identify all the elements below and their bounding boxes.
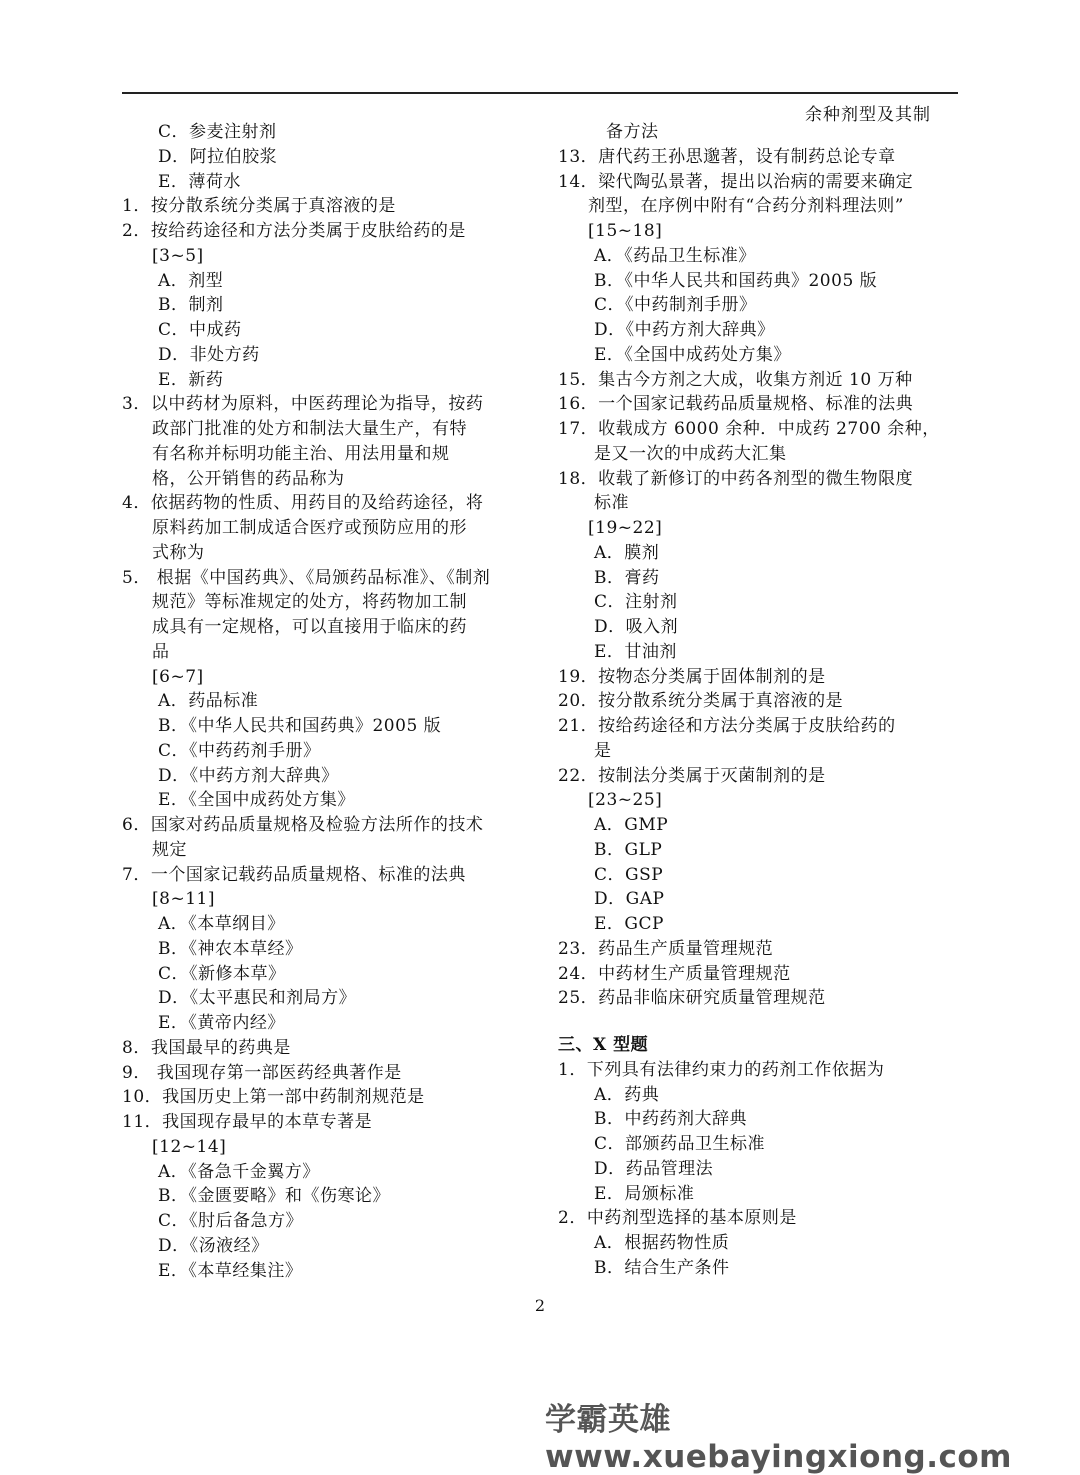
text-line: B．《神农本草经》 [158,938,303,959]
text-line: 21．按给药途径和方法分类属于皮肤给药的 [558,716,896,736]
text-line: A．《药品卫生标准》 [594,245,756,266]
text-line: B．膏药 [594,567,660,588]
text-line: 规范》等标准规定的处方，将药物加工制 [152,592,467,613]
right-column [558,120,958,1281]
text-line: 24．中药材生产质量管理规范 [558,963,791,984]
text-line: [6~7] [152,666,204,687]
text-line: 剂型，在序例中附有“合药分剂料理法则” [588,196,904,217]
text-line: E．薄荷水 [158,171,241,192]
text-line: B．GLP [594,839,663,860]
text-line: D．阿拉伯胶浆 [158,146,278,167]
text-line: 15．集古今方剂之大成，收集方剂近 10 万种 [558,369,913,390]
text-line: 2．按给药途径和方法分类属于皮肤给药的是 [122,221,466,241]
text-line: 1．下列具有法律约束力的药剂工作依据为 [558,1059,885,1080]
text-line: C．部颁药品卫生标准 [594,1134,766,1154]
text-line: A．膜剂 [594,542,660,563]
text-line: 有名称并标明功能主治、用法用量和规 [152,443,450,464]
text-line: 25．药品非临床研究质量管理规范 [558,988,826,1009]
text-line: A．药品标准 [158,691,259,712]
page-number: 2 [534,1296,546,1315]
running-header: 余种剂型及其制 [805,105,931,125]
text-line: 17．收载成方 6000 余种．中成药 2700 余种， [558,419,940,439]
text-line: E．新药 [158,369,224,390]
text-line: 16．一个国家记载药品质量规格、标准的法典 [558,394,914,415]
text-line: E．《黄帝内经》 [158,1013,285,1033]
text-line: D．《太平惠民和剂局方》 [158,988,357,1009]
text-line: B．《中华人民共和国药典》2005 版 [594,270,878,291]
text-line: 20．按分散系统分类属于真溶液的是 [558,691,844,712]
text-line: B．中药药剂大辞典 [594,1109,747,1130]
text-line: 品 [152,641,170,662]
text-line: D．药品管理法 [594,1158,714,1179]
text-line: A．剂型 [158,270,224,291]
text-line: 13．唐代药王孙思邈著，设有制药总论专章 [558,146,896,167]
text-line: 9． 我国现存第一部医药经典著作是 [122,1062,402,1083]
text-line: 标准 [594,493,629,514]
text-line: 3．以中药材为原料，中医药理论为指导，按药 [122,394,484,415]
text-line: 格，公开销售的药品称为 [152,468,345,489]
watermark: 学霸英雄 www.xuebayingxiong.com [545,1402,1012,1475]
text-line: B．结合生产条件 [594,1257,730,1278]
text-line: D．《中药方剂大辞典》 [594,320,775,340]
text-line: B．制剂 [158,295,224,316]
text-line: 式称为 [152,542,205,563]
text-line: 成具有一定规格，可以直接用于临床的药 [152,617,467,637]
text-line: D．非处方药 [158,344,260,365]
left-column [122,120,532,1283]
text-line: 2．中药剂型选择的基本原则是 [558,1208,797,1229]
text-line: [15~18] [588,221,663,241]
text-line: C．《新修本草》 [158,963,286,984]
text-line: C．《中药制剂手册》 [594,295,757,316]
text-line: 是又一次的中成药大汇集 [594,443,787,464]
text-line: 原料药加工制成适合医疗或预防应用的形 [152,518,467,538]
text-line: E．《全国中成药处方集》 [594,344,791,365]
text-line: C．参麦注射剂 [158,122,277,142]
header-rule [122,92,958,94]
text-line: [19~22] [588,518,663,538]
text-line: D．GAP [594,889,665,910]
text-line: 14．梁代陶弘景著，提出以治病的需要来确定 [558,171,914,192]
text-line: E．《本草经集注》 [158,1260,303,1281]
text-line: C．中成药 [158,320,242,340]
text-line: E．GCP [594,914,664,934]
text-line: A．根据药物性质 [594,1233,730,1253]
text-line: [3~5] [152,245,204,266]
text-line: 三、X 型题 [558,1035,649,1055]
text-line: D．《汤液经》 [158,1235,269,1256]
text-line: [23~25] [588,790,663,811]
text-line: [8~11] [152,889,215,910]
text-line: 8．我国最早的药典是 [122,1037,291,1058]
text-line: 4．依据药物的性质、用药目的及给药途径，将 [122,493,484,514]
text-line: 19．按物态分类属于固体制剂的是 [558,666,826,687]
text-line: D．吸入剂 [594,617,679,637]
text-line: C．《中药药剂手册》 [158,740,321,761]
text-line: 18．收载了新修订的中药各剂型的微生物限度 [558,468,914,489]
text-line: A．药典 [594,1084,660,1105]
text-line: 23．药品生产质量管理规范 [558,938,774,959]
text-line: B．《中华人民共和国药典》2005 版 [158,716,442,736]
text-line: B．《金匮要略》和《伤寒论》 [158,1186,390,1207]
text-line: 备方法 [606,122,659,142]
text-line: A．《本草纲目》 [158,914,285,934]
text-line: 6．国家对药品质量规格及检验方法所作的技术 [122,815,484,835]
text-line: A．《备急千金翼方》 [158,1161,320,1182]
text-line: C．GSP [594,864,664,885]
text-line: 规定 [152,839,187,860]
text-line: D．《中药方剂大辞典》 [158,765,339,786]
text-line: C．注射剂 [594,592,678,613]
text-line: 政部门批准的处方和制法大量生产，有特 [152,419,467,439]
spacer [558,1011,958,1033]
text-line: 11．我国现存最早的本草专著是 [122,1112,373,1132]
text-line: E．《全国中成药处方集》 [158,790,355,811]
text-line: C．《肘后备急方》 [158,1211,304,1231]
text-line: 1．按分散系统分类属于真溶液的是 [122,196,396,217]
text-line: E．甘油剂 [594,641,677,662]
text-line: 5． 根据《中国药典》、《局颁药品标准》、《制剂 [122,567,491,588]
text-line: 7．一个国家记载药品质量规格、标准的法典 [122,864,466,885]
text-line: 是 [594,740,612,761]
text-line: A．GMP [594,815,669,835]
text-line: [12~14] [152,1136,227,1157]
text-line: 22．按制法分类属于灭菌制剂的是 [558,765,826,786]
text-line: 10．我国历史上第一部中药制剂规范是 [122,1087,425,1108]
text-line: E．局颁标准 [594,1183,695,1204]
